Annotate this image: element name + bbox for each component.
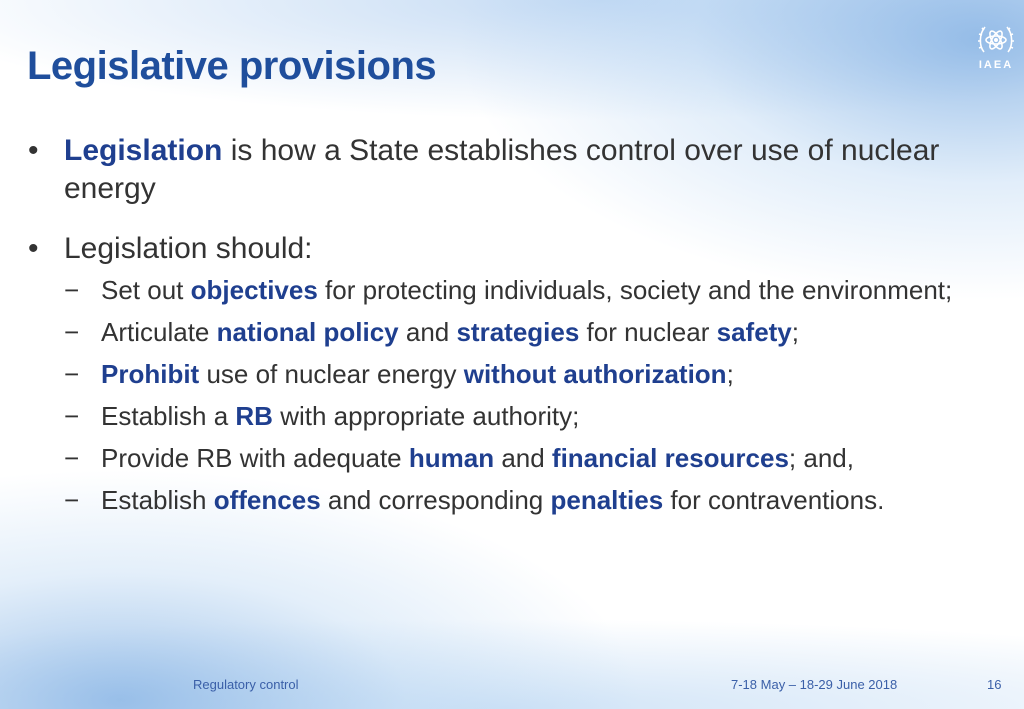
sub-bullet-marker: − bbox=[64, 401, 80, 431]
sub-bullet-marker: − bbox=[64, 485, 80, 515]
sub-text: Establish a bbox=[101, 401, 236, 431]
sub-text: Set out bbox=[101, 275, 191, 305]
sub-bullet-offences bbox=[28, 484, 988, 517]
sub-text: use of nuclear energy bbox=[199, 359, 464, 389]
highlight-text: Legislation bbox=[64, 134, 223, 167]
sub-text: for protecting individuals, society and the environment; bbox=[317, 275, 953, 305]
footer-page-number: 16 bbox=[987, 677, 1002, 692]
sub-text: Establish bbox=[101, 485, 214, 515]
footer-date: 7-18 May – 18-29 June 2018 bbox=[731, 677, 898, 692]
sub-bullet-marker: − bbox=[64, 275, 80, 305]
sub-text: Provide RB with adequate bbox=[101, 443, 409, 473]
slide-title: Legislative provisions bbox=[27, 44, 437, 88]
sub-bullet-marker: − bbox=[64, 359, 80, 389]
sub-text: Articulate bbox=[101, 317, 217, 347]
sub-text: and bbox=[398, 317, 457, 347]
highlight-text: strategies bbox=[456, 317, 580, 347]
iaea-atom-laurel-icon bbox=[976, 22, 1016, 58]
sub-text: for nuclear bbox=[579, 317, 717, 347]
logo-text: IAEA bbox=[978, 59, 1014, 71]
sub-text: ; bbox=[726, 359, 734, 389]
iaea-logo bbox=[970, 22, 1022, 78]
sub-bullet-policy bbox=[28, 316, 988, 349]
sub-bullet-list bbox=[28, 274, 988, 517]
bullet-text: is how a State establishes control over use of nuclear energy bbox=[64, 134, 940, 205]
bullet-legislation-definition bbox=[28, 132, 988, 208]
highlight-text: objectives bbox=[190, 275, 318, 305]
sub-bullet-prohibit bbox=[28, 358, 988, 391]
highlight-text: offences bbox=[213, 485, 321, 515]
bullet-marker: • bbox=[28, 232, 39, 265]
highlight-text: Prohibit bbox=[101, 359, 200, 389]
sub-text: and bbox=[494, 443, 552, 473]
sub-text: ; and, bbox=[788, 443, 854, 473]
bullet-legislation-should bbox=[28, 230, 988, 268]
highlight-text: penalties bbox=[550, 485, 664, 515]
highlight-text: human bbox=[408, 443, 495, 473]
highlight-text: without authorization bbox=[463, 359, 727, 389]
slide-content bbox=[28, 132, 988, 526]
sub-bullet-resources bbox=[28, 442, 988, 475]
sub-text: for contraventions. bbox=[663, 485, 885, 515]
highlight-text: national policy bbox=[216, 317, 399, 347]
bullet-marker: • bbox=[28, 134, 39, 167]
bullet-text: Legislation should: bbox=[64, 232, 313, 265]
footer-course-title: Regulatory control bbox=[193, 677, 299, 692]
highlight-text: safety bbox=[716, 317, 792, 347]
sub-text: ; bbox=[791, 317, 799, 347]
sub-bullet-marker: − bbox=[64, 443, 80, 473]
highlight-text: financial resources bbox=[551, 443, 789, 473]
sub-bullet-objectives bbox=[28, 274, 988, 307]
sub-text: with appropriate authority; bbox=[272, 401, 580, 431]
sub-text: and corresponding bbox=[320, 485, 551, 515]
highlight-text: RB bbox=[235, 401, 273, 431]
sub-bullet-marker: − bbox=[64, 317, 80, 347]
sub-bullet-establish-rb bbox=[28, 400, 988, 433]
